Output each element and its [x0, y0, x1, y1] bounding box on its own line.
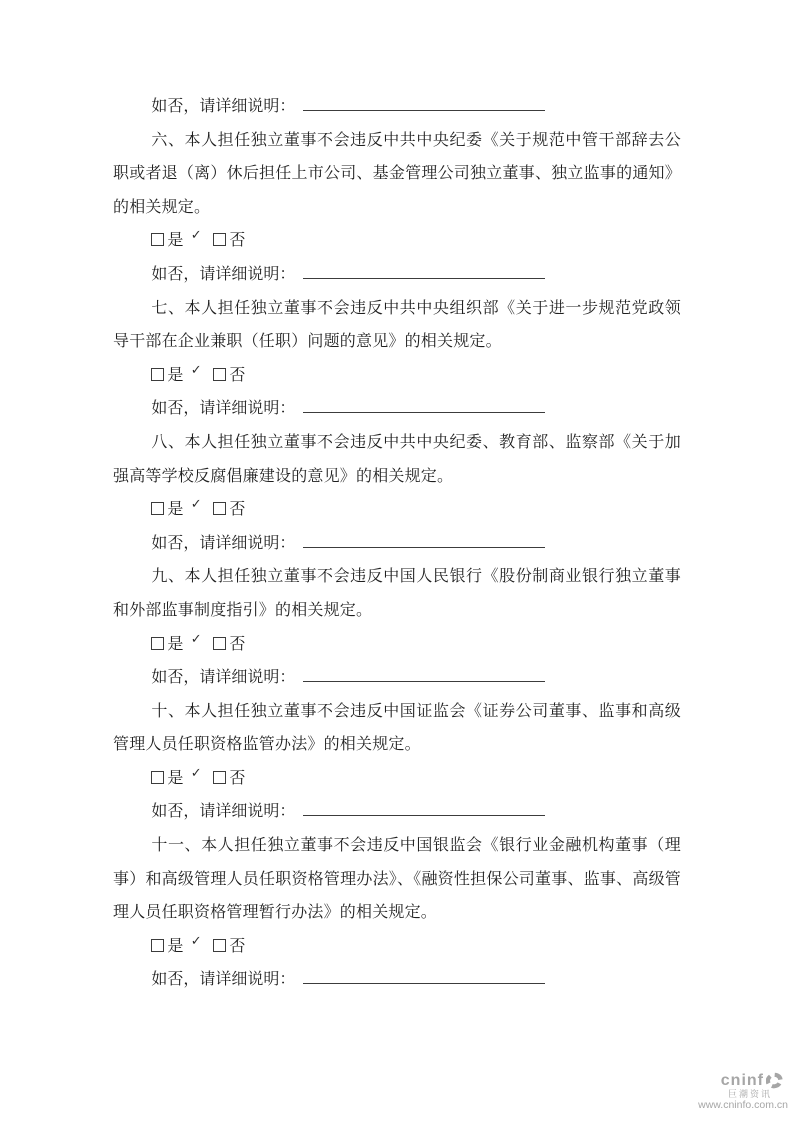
detail-prompt: 如否，请详细说明： — [151, 803, 296, 821]
unchecked-checkbox-icon — [213, 368, 226, 381]
unchecked-checkbox-icon — [213, 637, 226, 650]
answer-row-9 — [113, 628, 681, 662]
yes-checkbox-8[interactable] — [151, 497, 202, 519]
detail-prompt: 如否，请详细说明： — [151, 98, 296, 115]
detail-blank-input[interactable] — [303, 969, 545, 984]
unchecked-checkbox-icon — [213, 502, 226, 515]
yes-checkbox-6[interactable] — [151, 228, 202, 250]
check-mark-icon: ✓ — [190, 631, 202, 647]
detail-blank-input[interactable] — [303, 533, 545, 548]
detail-line — [113, 527, 681, 561]
no-checkbox-11[interactable] — [213, 938, 245, 955]
no-label: 否 — [229, 769, 246, 787]
question-text-8: 八、本人担任独立董事不会违反中共中央纪委、教育部、监察部《关于加强高等学校反腐倡廉建设的意见》的相关规定。 — [113, 433, 681, 485]
no-checkbox-9[interactable] — [213, 636, 245, 653]
check-mark-icon: ✓ — [190, 362, 202, 378]
yes-label: 是 — [167, 937, 184, 955]
detail-blank-input[interactable] — [303, 667, 545, 682]
question-text-7: 七、本人担任独立董事不会违反中共中央组织部《关于进一步规范党政领导干部在企业兼职（任职）问题的意见》的相关规定。 — [113, 299, 681, 351]
answer-row-6 — [113, 224, 681, 258]
checked-checkbox-icon — [151, 228, 202, 246]
no-checkbox-8[interactable] — [213, 501, 245, 518]
yes-checkbox-7[interactable] — [151, 362, 202, 384]
yes-label: 是 — [167, 769, 184, 787]
detail-line — [113, 258, 681, 292]
cninfo-logo-url: www.cninfo.com.cn — [698, 1099, 788, 1112]
answer-row-7 — [113, 359, 681, 393]
question-text-6: 六、本人担任独立董事不会违反中共中央纪委《关于规范中管干部辞去公职或者退（离）休后担任上市公司、基金管理公司独立董事、独立监事的通知》的相关规定。 — [113, 131, 681, 216]
no-checkbox-10[interactable] — [213, 770, 245, 787]
check-mark-icon: ✓ — [190, 765, 202, 781]
yes-checkbox-11[interactable] — [151, 933, 202, 955]
no-checkbox-6[interactable] — [213, 232, 245, 249]
unchecked-checkbox-icon — [213, 771, 226, 784]
document-content — [113, 90, 681, 997]
answer-row-8 — [113, 493, 681, 527]
checked-checkbox-icon — [151, 631, 202, 650]
no-checkbox-7[interactable] — [213, 367, 245, 384]
cninfo-logo-chinese: 巨潮资讯 — [727, 1088, 772, 1099]
cninfo-logo — [698, 1072, 788, 1112]
detail-line — [113, 795, 681, 829]
no-label: 否 — [229, 937, 246, 955]
detail-blank-input[interactable] — [303, 801, 545, 816]
cninfo-swirl-icon — [766, 1072, 784, 1090]
detail-line — [113, 90, 681, 124]
unchecked-checkbox-icon — [213, 233, 226, 246]
detail-prompt: 如否，请详细说明： — [151, 971, 296, 989]
no-label: 否 — [229, 501, 246, 519]
detail-blank-input[interactable] — [303, 96, 545, 111]
no-label: 否 — [229, 366, 246, 384]
no-label: 否 — [229, 635, 246, 653]
unchecked-checkbox-icon — [213, 939, 226, 952]
no-label: 否 — [229, 232, 246, 250]
check-mark-icon: ✓ — [190, 228, 202, 244]
detail-line — [113, 963, 681, 997]
yes-label: 是 — [167, 635, 184, 653]
answer-row-11 — [113, 930, 681, 964]
question-text-10: 十、本人担任独立董事不会违反中国证监会《证券公司董事、监事和高级管理人员任职资格监管办法》的相关规定。 — [113, 702, 681, 754]
question-text-9: 九、本人担任独立董事不会违反中国人民银行《股份制商业银行独立董事和外部监事制度指引》的相关规定。 — [113, 568, 681, 619]
yes-checkbox-9[interactable] — [151, 631, 202, 653]
detail-line — [113, 661, 681, 695]
yes-label: 是 — [167, 232, 184, 250]
answer-row-10 — [113, 762, 681, 796]
detail-blank-input[interactable] — [303, 398, 545, 413]
question-text-11: 十一、本人担任独立董事不会违反中国银监会《银行业金融机构董事（理事）和高级管理人员任职资格管理办法》、《融资性担保公司董事、监事、高级管理人员任职资格管理暂行办法》的相关规定。 — [113, 837, 681, 922]
detail-prompt: 如否，请详细说明： — [151, 265, 296, 283]
checked-checkbox-icon — [151, 497, 202, 515]
detail-prompt: 如否，请详细说明： — [151, 400, 296, 418]
yes-checkbox-10[interactable] — [151, 765, 202, 787]
check-mark-icon: ✓ — [190, 497, 202, 513]
detail-blank-input[interactable] — [303, 264, 545, 279]
detail-prompt: 如否，请详细说明： — [151, 534, 296, 552]
checked-checkbox-icon — [151, 933, 202, 952]
yes-label: 是 — [167, 366, 184, 384]
yes-label: 是 — [167, 501, 184, 519]
cninfo-logo-text: cninf — [720, 1071, 764, 1089]
cninfo-brand-row — [698, 1072, 784, 1090]
check-mark-icon: ✓ — [190, 933, 202, 949]
checked-checkbox-icon — [151, 765, 202, 784]
detail-line — [113, 392, 681, 426]
detail-prompt: 如否，请详细说明： — [151, 669, 296, 687]
checked-checkbox-icon — [151, 362, 202, 381]
